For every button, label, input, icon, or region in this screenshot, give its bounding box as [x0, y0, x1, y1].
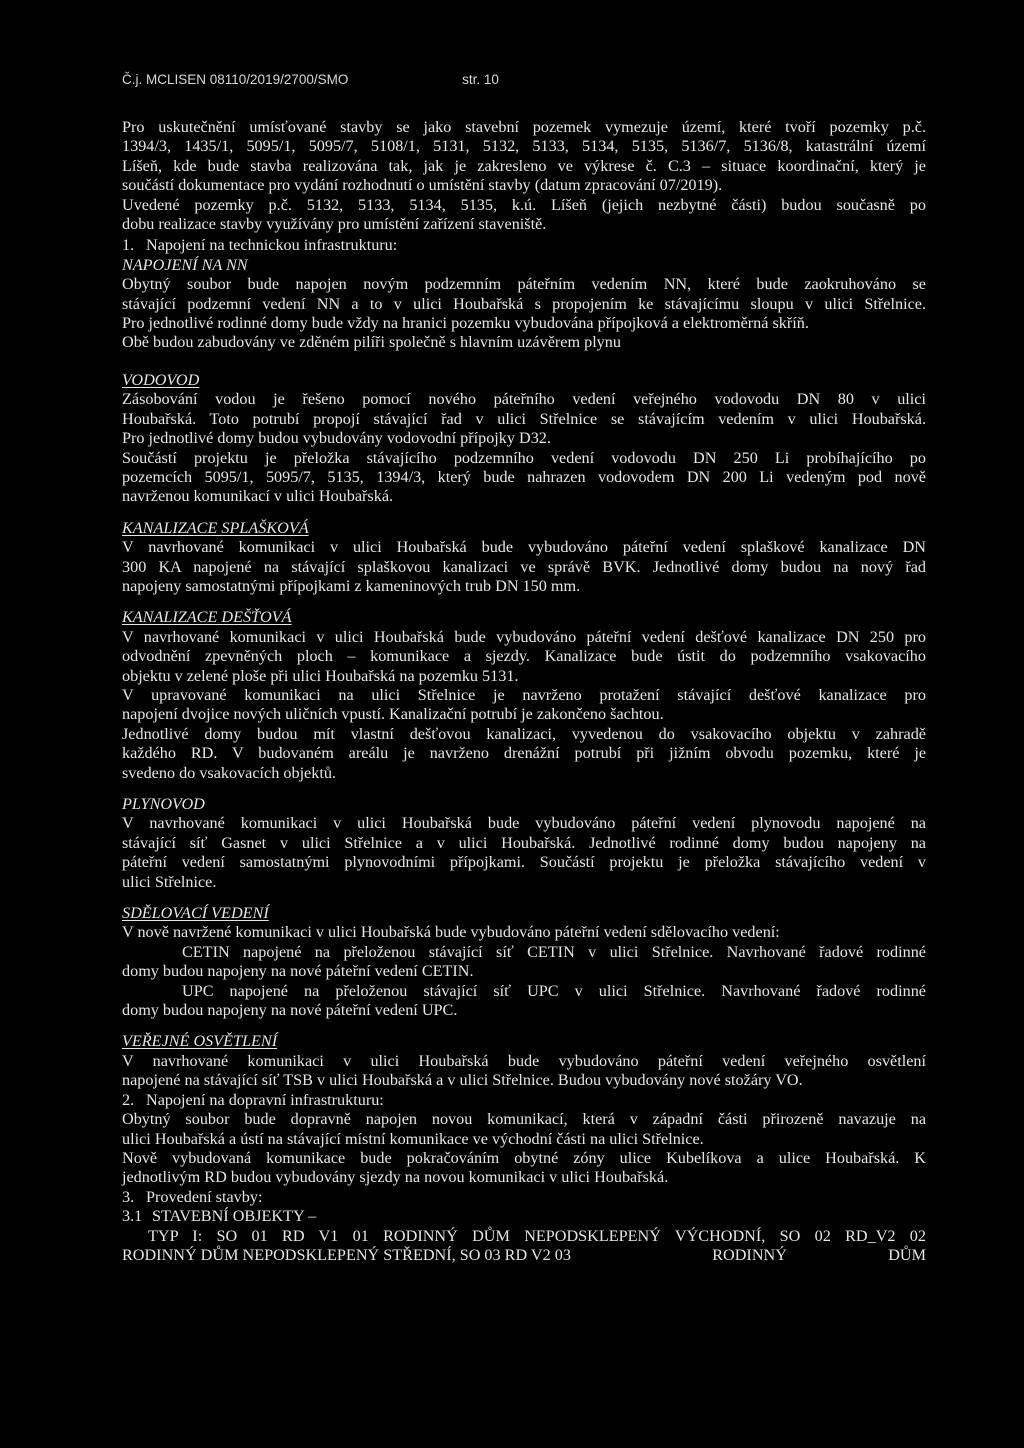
paragraph-line: CETIN napojené na přeloženou stávající síť CETIN v ulici Střelnice. Navrhované řadové rodinné [182, 942, 926, 961]
section-nn [122, 256, 926, 353]
section-kanalizace-destova [122, 608, 926, 783]
paragraph-line: Jednotlivé domy budou mít vlastní dešťovou kanalizaci, vyvedenou do vsakovacího objektu v zahradě [122, 724, 926, 743]
paragraph-line: napojené na stávající síť TSB v ulici Houbařská a v ulici Střelnice. Budou vybudovány nové stožáry VO. [122, 1071, 803, 1090]
section-vodovod [122, 371, 926, 507]
paragraph-line: stávající síť Gasnet v ulici Střelnice a v ulici Houbařská. Jednotlivé rodinné domy budou napojeny na [122, 833, 926, 852]
section-2 [122, 1091, 926, 1188]
paragraph-line: UPC napojené na přeloženou stávající síť UPC v ulici Střelnice. Navrhované řadové rodinné [182, 981, 926, 1000]
section-title: Napojení na dopravní infrastrukturu: [146, 1090, 384, 1109]
paragraph-line: domy budou napojeny na nové páteřní vedení UPC. [122, 1001, 458, 1020]
section-3-heading [122, 1188, 926, 1207]
paragraph-line: každého RD. V budovaném areálu je navrženo drenážní potrubí při jižním obvodu pozemku, které je [122, 744, 926, 763]
intro-line: 1394/3, 1435/1, 5095/1, 5095/7, 5108/1, 5131, 5132, 5133, 5134, 5135, 5136/7, 5136/8, katastrální území [122, 137, 926, 156]
intro-paragraph [122, 118, 926, 234]
paragraph-line: Zásobování vodou je řešeno pomocí nového páteřního vedení veřejného vodovodu DN 80 v ulici [122, 390, 926, 409]
section-sdelovaci-vedeni [122, 904, 926, 1020]
section-number: 3.1 [122, 1207, 143, 1226]
section-kanalizace-splaskova [122, 519, 926, 597]
paragraph-line: ulici Houbařská a ústí na stávající místní komunikace ve východní části na ulici Střelnice. [122, 1129, 704, 1148]
section-number: 3. [122, 1187, 135, 1206]
paragraph-line: Obytný soubor bude dopravně napojen novou komunikací, která v západní části přirozeně navazuje na [122, 1110, 926, 1129]
section-3-1-heading [122, 1207, 926, 1226]
paragraph-line: Obytný soubor bude napojen novým podzemním páteřním vedením NN, které bude zaokruhováno se [122, 275, 926, 294]
subsection-heading: VEŘEJNÉ OSVĚTLENÍ [122, 1032, 278, 1051]
paragraph-line: Nově vybudovaná komunikace bude pokračováním obytné zóny ulice Kubelíkova a ulice Houbařská. K [122, 1148, 926, 1167]
building-type-segment: RODINNÝ [712, 1245, 787, 1264]
section-title: Provedení stavby: [146, 1187, 263, 1206]
paragraph-line: 300 KA napojené na stávající splaškovou kanalizaci ve správě BVK. Jednotlivé domy budou na nový řad [122, 557, 926, 576]
section-title: Napojení na technickou infrastrukturu: [146, 236, 398, 255]
building-type-line: TYP I: SO 01 RD V1 01 RODINNÝ DŮM NEPODSKLEPENÝ VÝCHODNÍ, SO 02 RD_V2 02 [148, 1226, 926, 1245]
paragraph-line: napojení dvojice nových uličních vpustí. Kanalizační potrubí je zakončeno šachtou. [122, 705, 664, 724]
subsection-heading: PLYNOVOD [122, 795, 205, 813]
paragraph-line: V navrhované komunikaci v ulici Houbařská bude vybudováno páteřní vedení veřejného osvětlení [122, 1051, 926, 1070]
intro-line: součástí dokumentace pro vydání rozhodnutí o umístění stavby (datum zpracování 07/2019). [122, 176, 723, 195]
reference-number: Č.j. MCLISEN 08110/2019/2700/SMO [122, 72, 349, 87]
paragraph-line: domy budou napojeny na nové páteřní vedení CETIN. [122, 962, 474, 981]
subsection-heading: VODOVOD [122, 370, 200, 389]
paragraph-line: V navrhované komunikaci v ulici Houbařská bude vybudováno páteřní vedení splaškové kanalizace DN [122, 538, 926, 557]
subsection-heading: KANALIZACE DEŠŤOVÁ [122, 608, 292, 627]
paragraph-line: jednotlivým RD budou vybudovány sjezdy na novou komunikaci v ulici Houbařská. [122, 1168, 669, 1187]
section-2-heading [122, 1091, 926, 1110]
paragraph-line: odvodnění zpevněných ploch – komunikace a sjezdy. Kanalizace bude ústit do podzemního vsakovacího [122, 647, 926, 666]
page-header [122, 72, 499, 88]
building-type-segment: RODINNÝ DŮM NEPODSKLEPENÝ STŘEDNÍ, SO 03 RD V2 03 [122, 1245, 571, 1264]
paragraph-line: Houbařská. Toto potrubí propojí stávající řad v ulici Střelnice se stávajícím vedením v ulici Houbařská. [122, 409, 926, 428]
section-plynovod [122, 795, 926, 892]
paragraph-line: ulici Střelnice. [122, 872, 217, 891]
section-verejne-osvetleni [122, 1032, 926, 1090]
paragraph-line: V navrhované komunikaci v ulici Houbařská bude vybudováno páteřní vedení dešťové kanalizace DN 250 pro [122, 627, 926, 646]
paragraph-line: napojeny samostatnými přípojkami z kameninových trub DN 150 mm. [122, 576, 581, 595]
section-number: 2. [122, 1090, 135, 1109]
building-type-segment: DŮM [888, 1245, 926, 1264]
intro-line: Líšeň, kde bude stavba realizována tak, jak je zakresleno ve výkrese č. C.3 – situace koordinační, který je [122, 156, 926, 175]
paragraph-line: páteřní vedení samostatnými plynovodními přípojkami. Součástí projektu je přeložka stávajícího vedení v [122, 853, 926, 872]
section-number: 1. [122, 236, 135, 255]
intro-line: dobu realizace stavby využívány pro umístění zařízení staveniště. [122, 215, 547, 234]
paragraph-line: Obě budou zabudovány ve zděném pilíři společně s hlavním uzávěrem plynu [122, 333, 621, 352]
paragraph-line: svedeno do vsakovacích objektů. [122, 763, 336, 782]
subsection-heading: KANALIZACE SPLAŠKOVÁ [122, 518, 309, 537]
document-body [122, 118, 926, 1265]
paragraph-line: V nově navržené komunikaci v ulici Houbařská bude vybudováno páteřní vedení sdělovacího vedení: [122, 923, 780, 942]
subsection-heading: NAPOJENÍ NA NN [122, 255, 248, 274]
building-type-line [122, 1246, 926, 1265]
paragraph-line: Součástí projektu je přeložka stávajícího podzemního vedení vodovodu DN 250 Li probíhajícího po [122, 448, 926, 467]
paragraph-line: stávající podzemní vedení NN a to v ulici Houbařská s propojením ke stávajícímu sloupu v ulici Střelnice. [122, 294, 926, 313]
paragraph-line: V navrhované komunikaci v ulici Houbařská bude vybudováno páteřní vedení plynovodu napojené na [122, 814, 926, 833]
subsection-heading: SDĚLOVACÍ VEDENÍ [122, 904, 269, 923]
page-number: str. 10 [462, 72, 499, 87]
paragraph-line: Pro jednotlivé rodinné domy bude vždy na hranici pozemku vybudována přípojková a elektroměrná skříň. [122, 314, 809, 333]
section-3-1 [122, 1207, 926, 1265]
intro-line: Uvedené pozemky p.č. 5132, 5133, 5134, 5135, k.ú. Líšeň (jejich nezbytné části) budou současně po [122, 195, 926, 214]
section-1-heading [122, 236, 926, 255]
paragraph-line: navrženou komunikací v ulici Houbařská. [122, 487, 394, 506]
paragraph-line: objektu v zelené ploše při ulici Houbařská na pozemku 5131. [122, 666, 519, 685]
paragraph-line: V upravované komunikaci na ulici Střelnice je navrženo protažení stávající dešťové kanalizace pro [122, 685, 926, 704]
section-title: STAVEBNÍ OBJEKTY – [152, 1207, 317, 1226]
paragraph-line: Pro jednotlivé domy budou vybudovány vodovodní přípojky D32. [122, 429, 551, 448]
paragraph-line: pozemcích 5095/1, 5095/7, 5135, 1394/3, který bude nahrazen vodovodem DN 200 Li vedeným pod nově [122, 467, 926, 486]
intro-line: Pro uskutečnění umísťované stavby se jako stavební pozemek vymezuje území, které tvoří pozemky p.č. [122, 118, 926, 136]
